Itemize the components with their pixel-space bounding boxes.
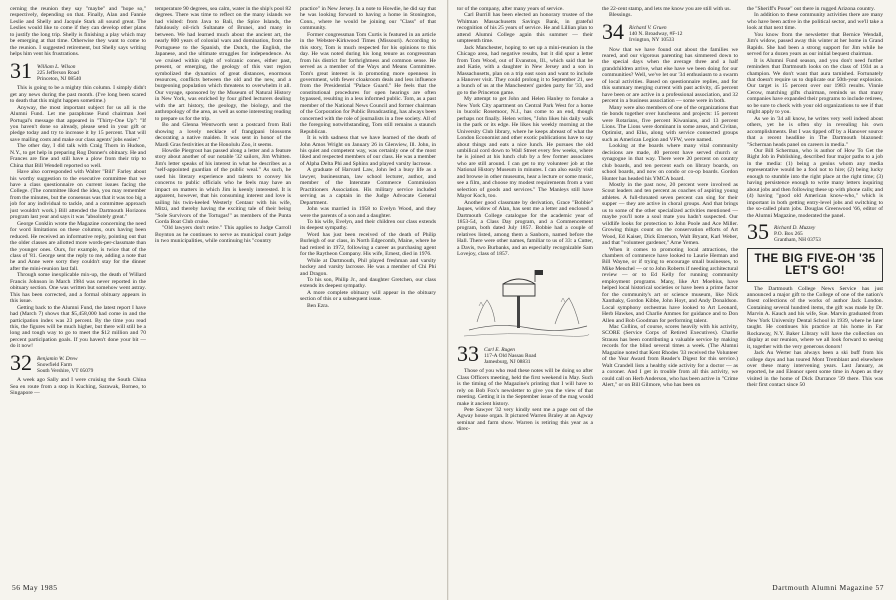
class-heading-31: [10, 57, 146, 83]
secretary-address-line: South Vershire, VT 05079: [37, 368, 94, 375]
column-text: "Old lawyers don't retire." This applies to Judge Carroll Boynton as he continues to serve as municipal court judge in two municipalities, while continuing his "country: [155, 225, 291, 245]
left-column-1: [10, 6, 146, 572]
column-text: Mac Collins, of course, scores heavily with his activity, SCORE (Service Corps of Retired Executives). Charlie Strauss has been contributing a valuable service by making records for the blind several times a week. (The Alumni Magazine noted that Kent Rhodes '33 received the Volunteer of the Year Award from Reader's Digest for this service.) Walt Crandell lists a healthy side activity for a doctor — as a coroner. And I get in trouble from all this activity, we could call on Herb Anderson, who has been active in "Crime Alert," or on Bill Gilmore, who has been on: [602, 324, 738, 389]
secretary-address-line: Princeton, NJ 08540: [37, 76, 82, 83]
page-footer-right: Dartmouth Alumni Magazine 57: [772, 583, 884, 592]
column-text: tor of the company, after many years of service.: [457, 6, 564, 12]
column-text: John was married in 1958 to Evelyn Wood, and they were the parents of a son and a daughter.: [300, 206, 436, 219]
class-number: 33: [457, 340, 479, 366]
column-text: Have also corresponded with Walter "Bill" Farley about his worthy suggestion to the executive committee that we have a class questionnaire on current issues facing the College. (The committee liked the idea, you may remember from the minutes, but the consensus was that it was too big a job for any individual to tackle, and a committee approach just wouldn't work.) Bill attended the Dartmouth Horizons program last year and says it was "absolutely great.": [10, 169, 146, 221]
column-text: The Dartmouth College News Service has just announced a major gift to the College of one of the nation's finest collections of the works of author Jack London. Containing several hundred items, the gift was made by Dr. Marvin A. Kauch and his wife, Sue. Marvin graduated from New York University Dental School in 1939, where he later taught. He continues his practice at his home in Far Rockaway, N.Y. Baker Library will have the collection on display at our reunion, where we all look forward to seeing it, together with the very generous donors!: [747, 285, 883, 350]
class-number: 32: [10, 349, 32, 375]
box-headline: THE BIG FIVE-OH '35 LET'S GO!: [754, 252, 876, 277]
column-text: Getting back to the Alumni Fund, the latest report I have had (March 7) shows that $5,458,000 had come in and the participation index was 23 percent. By the time you read this, the figures will be much higher, but there will still be a long and tough way to go to meet the $12 million and 70 percent participation goals. If you haven't done your bit — do it now!: [10, 304, 146, 350]
column-text: Blessings.: [609, 12, 632, 19]
column-text: George Conklin wrote the Magazine concerning the need for word limitations on these columns, ours having been reduced. He received an informative reply, pointing out that the older classes are allotted more words-per-classmate than the younger ones. Ours, for example, is twice that of the class of '81. George sent the reply to me, adding a note that he and Anne were sorry they couldn't stay for the dinner after the mini-reunion last fall.: [10, 220, 146, 272]
class-heading-35: [747, 218, 883, 244]
class-secretary: [629, 22, 682, 44]
column-text: cerning the reunion they say "maybe" and "hope so," respectively, depending on that. Finally, Alan and Fannie Leslie and Shelly and Jacquie Stark all sound great. The Leslies would like to come if they can develop other plans to justify the long trip. Shelly is finishing a play which may be emerging at that time. Otherwise they want to come to the reunion. I suggested retirement, but Shelly says writing helps him vent his frustrations.: [10, 6, 146, 58]
class-secretary: [37, 353, 93, 375]
column-text: Carl Burrill has been elected an honorary trustee of the Whitman Massachusetts Savings Bank, in grateful recognition of his 25 years of service. He and Lillian plan to attend Alumni College again this summer — their umpteenth time.: [457, 12, 593, 45]
secretary-name: Richard V. Gruen: [629, 24, 667, 31]
column-text: As we in '34 all know, he writes very well indeed about others, yet he is often shy in revealing his own accomplishments. But I was tipped off by a Hanover source that a recent headline in The Dartmouth blazoned: "Scherman heads panel on careers in media.": [747, 115, 883, 148]
column-text: Howdie Piergrout has passed along a letter and a feature story about another of our notable '32 sailors, Jim Whitten. Jim's letter speaks of his interest in what he describes as a "self-appointed guardian of the public weal." As such, he used his literary experience and talents to convey his concerns to public officials who he feels may have an impact on matters in which Jim is keenly interested. It is apparent, however, that his consuming interest and love is sailing his twin-keeled Westerly Centaur with his wife, Mitzi, and thereby having the exciting tale of their being "Sole Survivors of the Tortugas!" as members of the Punta Gorda Boat Club cruise.: [155, 147, 291, 225]
right-column-3: [747, 6, 883, 572]
column-text: My attempt to get John and Helen Hanley to forsake a New York City apartment on Central Park West for a home in bucolic Rosemoor, N.J., has come to an end, though perhaps not finally. Helen writes, "John likes his daily walk in the park or its edge. He likes his weekly morning at the University Club library, where he keeps abreast of what the London Economist and other exotic publications have to say about things and eats a nice lunch. He pursues the old umbilical cord down to Wall Street every few weeks, where he is joined at his lunch club by a few former associates who are still around. I can get to my volunteer job at the National History Museum in minutes. I can also easily visit and browse in other museums, hear a lecture or some music, see a film, and choose my modest requirements from a vast selection of goods and services." The Manleys still have Mayor Koch, too.: [457, 96, 593, 200]
column-text: You know from the newsletter that Bernice Wendall, Jim's widow, passed away this winter at her home in Grand Rapids. She had been a strong support for Jim while he served for a dozen years as our initial bequest chairman.: [747, 31, 883, 58]
column-text: This is going to be a mighty thin column. I simply didn't get any news during the past month. (I've long been scared to death that this might happen sometime.): [10, 85, 146, 105]
column-text: practice" in New Jersey. In a note to Howdie, he did say that he was looking forward to having a home in Stonington, Conn., where he would be joining our "Class" of that community.: [300, 6, 436, 32]
secretary-address-line: 225 Jefferson Road: [37, 69, 79, 76]
class-heading-34: [602, 18, 738, 44]
secretary-name: Richard D. Muzzey: [774, 224, 816, 231]
secretary-address-line: Snowfield Farm: [37, 362, 72, 369]
secretary-name: William L. Wilson: [37, 63, 76, 70]
column-text: While at Dartmouth, Phil played freshman and varsity hockey and varsity lacrosse. He was a member of Chi Phi and Dragon.: [300, 257, 436, 277]
left-column-3: [300, 6, 436, 572]
column-text: In addition to these community activities there are many who have been active in the political sector, and we'll take a look at that next time.: [747, 12, 883, 32]
column-text: Many were also members of one of the organizations that tie bonds together over luncheons and projects: 15 percent were Rotarians, five percent Kiwanians, and 13 percent Lions. The Lions were dominant in some areas, and Civitan, Optimist, and Elks, along with service connected groups such as American Legion and VFW, were named.: [602, 104, 738, 143]
column-text: Our Bill Scherman, who is author of How To Get the Right Job in Publishing, described four major paths to a job in the media: (1) being a genius whom any media representative would be a fool not to hire; (2) being lucky enough to stumble into the right place at the right time; (3) having persistence enough to write many letters inquiring about jobs and then following these up with phone calls; and (4) having "good old American know-who," which is important in both getting entry-level jobs and switching to the so-called plum jobs. Douglas Greenwood '66, editor of the Alumni Magazine, moderated the panel.: [747, 147, 883, 219]
right-column-2: [602, 6, 738, 572]
column-text: When it comes to promoting local attractions, the chambers of commerce have looked to Laurie Herman and Bill Wayne, or if trying to encourage small businesses, to Mike Menchel — or to John Roberts if needing architectural review — or to Ed Kelly for running community employment programs. Many, like Art Moebius, have helped local historical societies or have been a prime factor for the community's art or science museum, like Nick Xanthaky, Gordon Kibbe, John Hoyt, and Andy Donaldson. Local symphony orchestras have looked to Art Leonard, Herb Hawkes, and Charlie Ammes for guidance and to Don Allen and Bob Goodman for performing talent.: [602, 246, 738, 324]
headline-box: [747, 248, 883, 282]
column-signature: Ben Ezra.: [307, 302, 330, 309]
column-text: It is Alumni Fund season, and you don't need further reminders that Dartmouth looks on the class of 1934 as a champion. We don't want that aura tarnished. Fortunately that doesn't require us to duplicate our 50th-year explosion. Our target is 15 percent over our 1983 results. Vinnie Cerow, matching gifts chairman, reminds us that many companies have expanded their programs to include retirees, so be sure to check with your old organizations to see if that might apply to you.: [747, 57, 883, 116]
column-text: It is with sadness that we have learned of the death of John Amos Wright on January 26 in Glenview, Ill. John, in his quiet and competent way, was certainly one of the most liked and respected members of our class. He was a member of Alpha Delta Phi and Sphinx and played varsity lacrosse.: [300, 135, 436, 167]
column-text: Looking at the boards where many vital community decisions are made, 40 percent have served church or synagogue in that way. There were 20 percent on country club boards, and ten percent each on library boards, on school boards, and now on condo or co-op boards. Gordon Hunter has headed his YMCA board.: [602, 143, 738, 182]
column-text: The other day, I did talk with Craig Thorn in Hudson, N.Y., to get help in preparing Rog Donner's obituary. He and Frances are fine and still have a plow from their trip to China that Bill Wendell reported so well.: [10, 143, 146, 169]
column-text: A week ago Sally and I were cruising the South China Sea en route from a stop in Kuching, Sarawak, Borneo, to Singapore —: [10, 377, 146, 397]
right-column-1: [457, 6, 593, 572]
column-text: Jack Au Werter has always been a ski buff from his college days and has toured Mont Tremblant and elsewhere over these many intervening years. Last January, as reported, he and Eleanor spent some time in Aspen as they visited in the home of Dick Durrance '39 there. This was their first contact since 50: [747, 350, 883, 389]
column-text: Jack Manchester, hoping to set up a mini-reunion in the Chicago area, had negative results, but it did spur a letter from Tom Wood, out of Evanston, Ill., which said that he and Katie, with a daughter in New Jersey and a son in Massachusetts, plan on a trip east soon and want to include a Hanover visit. They could prolong it to September 21, see a bunch of us at the Manchesters' garden party for '33, and go to the Princeton game.: [457, 44, 593, 96]
class-number: 35: [747, 218, 769, 244]
secretary-address-line: Jamesburg, NJ 08831: [484, 359, 531, 366]
secretary-name: Carl E. Rugen: [484, 346, 515, 353]
column-text: Word has just been received of the death of Philip Burleigh of our class, in North Edgecomb, Maine, where he had retired in 1972, following a career as purchasing agent for the Raytheon Company. His wife, Ernest, died in 1976.: [300, 231, 436, 258]
column-text: the 22-cent stamp, and lets me know you are still with us.: [602, 6, 731, 12]
secretary-address-line: 140 N. Broadway, #F-12: [629, 31, 683, 38]
right-page: [449, 0, 896, 600]
column-text: Another good classmate by derivation, Grace "Bobbie" Jaques, widow of Alan, has sent me a letter and enclosed a Dartmouth College catalogue for the academic year of 1853-54, a Class Day program, and a Commencement program, both dated July 1857. Bobbie had a couple of relatives listed, among them a Sanborn, named before the Hall. There were other names, familiar to us of 33: a Cutter, a Davis, two Burbanks, and an especially recognizable Sam Lovejoy, class of 1857.: [457, 199, 593, 258]
column-text: A more complete obituary will appear in the obituary section of this or a subsequent issue.: [300, 289, 436, 303]
column-text: A graduate of Harvard Law, John led a busy life as a lawyer, businessman, law school lecturer, author, and member of the Interstate Commerce Commission Practitioners Association. His military service included serving as a captain in the Judge Advocate General Department.: [300, 167, 436, 206]
left-column-2: [155, 6, 291, 572]
column-text: To his wife, Evelyn, and their children our class extends its deepest sympathy.: [300, 218, 436, 232]
class-heading-33: [457, 340, 593, 366]
mailbox-sketch-illustration: [459, 262, 591, 340]
column-text: Through some inexplicable mix-up, the death of Willard Francis Johnson in March 1984 was never reported in the obituary section. One was written but somehow went astray. This has been corrected, and a formal obituary appears in this issue.: [10, 272, 146, 305]
page-footer-left: 56 May 1985: [12, 583, 58, 592]
class-number: 31: [10, 57, 32, 83]
column-text: Mostly in the past now, 20 percent were involved as Scout leaders and ten percent as coaches of aspiring young athletes. A full-throated seven percent can sing for their supper — they are active in choral groups. And that brings us to some of the other specialized activities mentioned — maybe you'll note a soul mate you hadn't suspected. Our wildlife looks for protection to John Poole and Ace Miller. Growing things count on the conservation efforts of Art Wood, Ed Kaiser, Dick Emerson, Walt Bryant, Karl Weber, and that "volunteer gardener," Arne Yemen.: [602, 182, 738, 247]
column-text: Anyway, the most important subject for us all is the Alumni Fund. Let me paraphrase Fund chairman Joel Portugal's message that appeared in "Thirty-One Up": "If you haven't done so already, please send in your gift or pledge today and try to increase it by 15 percent. That will save mailing costs and make our class agents' jobs easier.": [10, 104, 146, 143]
secretary-address-line: P.O. Box 265: [774, 231, 803, 238]
column-text: Former congressman Tom Curtis is featured in an article in the Webster-Kirkwood Times (Missouri). According to this story, Tom is much respected for his opinions to this day. He was noted during his long tenure as congressman from his district for forthrightness and common sense. He served as a member of the Ways and Means Committee. Tom's great interest is in promoting more openness in government, with fewer cloakroom deals and less influence from the Presidential "Palace Guard." He feels that the constitutional procedures for open hearings are often bypassed, resulting in a less informed public. Tom, as a past member of the National News Council and former chairman of the Corporation for Public Broadcasting, has always been concerned with the role of journalists in a free society. All of the foregoing notwithstanding, Tom still remains a staunch Republican.: [300, 31, 436, 135]
class-secretary: [484, 344, 536, 366]
class-secretary: [37, 61, 81, 83]
column-text: Pete Sawyer '32 very kindly sent me a page out of the Agway house organ. It pictured Warren Braley at an Agway seminar and farm show. Warren is retiring this year as a direc-: [457, 407, 593, 433]
column-text: temperature 90 degrees, sea calm, water in the ship's pool 82 degrees. There was time to reflect on the many islands we had visited: from Java to Bali, the Spice Islands, the fabulously oil-rich Sultanate of Brunei, and many in between. We had learned much about the ancient art, the nearly 800 years of colonial wars and domination, from the Portuguese to the Spanish, the Dutch, the English, the Japanese, and the ultimate struggles for independence. As we cruised within sight of volcanic cones, either past, present, or emerging, the geology of this vast region symbolized the dynamics of great distances, enormous resources, conflicts between the old and the new, and a burgeoning population which threatens to overwhelm it all. Our voyage, sponsored by the Museum of Natural History in New York, was enriched by four gifted lecturers dealing with the art history, the geology, the biology, and the anthropology of the area, as well as some interesting reading to prepare us for the trip.: [155, 6, 291, 122]
column-text: Bo and Glenna Wentworth sent a postcard from Bali showing a lovely necklace of frangipani blossoms decorating a native maiden. It was sent in honor of the Mardi Gras festivities at the Honolulu Zoo, it seems.: [155, 122, 291, 148]
class-heading-32: [10, 349, 146, 375]
secretary-address-line: Grantham, NH 03753: [774, 237, 821, 244]
column-text: Those of you who read these notes will be doing so after Class Officers meeting, held the first weekend in May. Such is the timing of the Magazine's printing that I will have to rely on Bob Fox's newsletter to give you the view of that meeting. Getting it in the September issue of the mag would make it ancient history.: [457, 368, 593, 407]
class-secretary: [774, 222, 821, 244]
secretary-address-line: 117-A Old Nassau Road: [484, 352, 537, 359]
secretary-name: Benjamin W. Drew: [37, 355, 78, 362]
secretary-address-line: Irvington, NY 10533: [629, 37, 675, 44]
column-text: To his son, Philip Jr., and daughter Gretchen, our class extends its deepest sympathy.: [300, 277, 436, 290]
column-text: the "Sheriff's Posse" out there in rugged Arizona country.: [747, 6, 875, 12]
class-number: 34: [602, 18, 624, 44]
column-text: Now that we have found out about the families we reared, and our vigorous parenting has simmered down to the special days when the average three and a half grandchildren arrive, what else have we been doing for our communities? Well, we've let our '34 enthusiasm to a swarm of local activities. Based on questionnaire replies, and for this summary merging current with past activity, 45 percent have been or are active in a professional association, and 32 percent in a business association — some were in both.: [602, 46, 738, 105]
